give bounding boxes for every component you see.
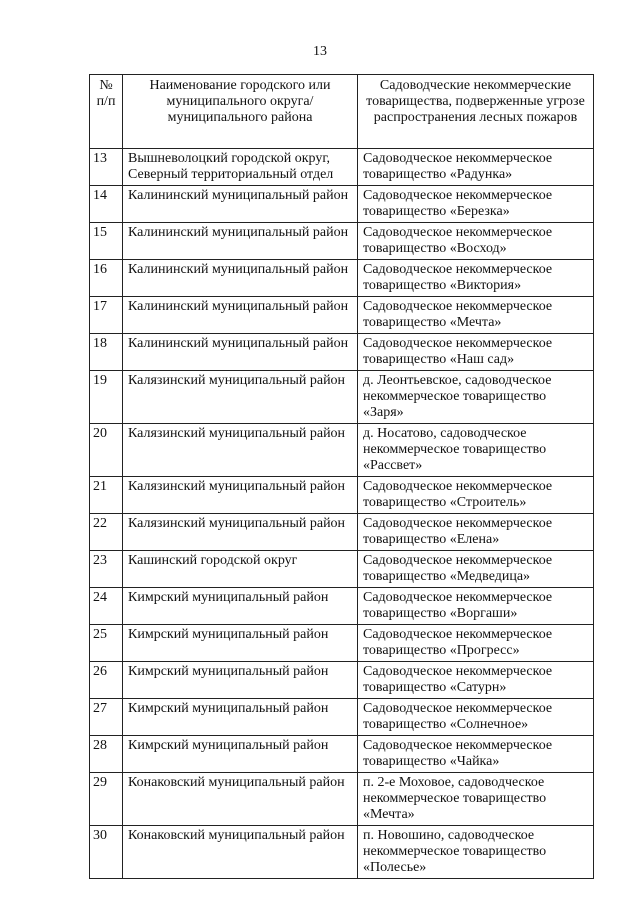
table-row bbox=[90, 297, 594, 334]
row-district: Кимрский муниципальный район bbox=[123, 699, 358, 736]
row-partnership: Садоводческое некоммерческое товарищество «Сатурн» bbox=[358, 662, 594, 699]
row-number: 19 bbox=[90, 371, 123, 424]
table-row bbox=[90, 588, 594, 625]
header-partnership: Садоводческие некоммерческие товарищества, подверженные угрозе распространения лесных пожаров bbox=[358, 75, 594, 149]
row-number: 26 bbox=[90, 662, 123, 699]
table-row bbox=[90, 514, 594, 551]
page-number: 13 bbox=[313, 44, 327, 59]
table-row bbox=[90, 424, 594, 477]
row-number: 25 bbox=[90, 625, 123, 662]
row-partnership: Садоводческое некоммерческое товарищество «Чайка» bbox=[358, 736, 594, 773]
row-number: 22 bbox=[90, 514, 123, 551]
row-district: Калязинский муниципальный район bbox=[123, 477, 358, 514]
row-partnership: Садоводческое некоммерческое товарищество «Радунка» bbox=[358, 149, 594, 186]
row-partnership: Садоводческое некоммерческое товарищество «Березка» bbox=[358, 186, 594, 223]
row-partnership: Садоводческое некоммерческое товарищество «Елена» bbox=[358, 514, 594, 551]
row-number: 28 bbox=[90, 736, 123, 773]
row-number: 21 bbox=[90, 477, 123, 514]
row-district: Кимрский муниципальный район bbox=[123, 588, 358, 625]
row-number: 13 bbox=[90, 149, 123, 186]
row-partnership: п. 2-е Моховое, садоводческое некоммерческое товарищество «Мечта» bbox=[358, 773, 594, 826]
row-district: Кимрский муниципальный район bbox=[123, 662, 358, 699]
row-district: Калязинский муниципальный район bbox=[123, 371, 358, 424]
row-number: 16 bbox=[90, 260, 123, 297]
row-district: Калининский муниципальный район bbox=[123, 334, 358, 371]
table-row bbox=[90, 223, 594, 260]
table-row bbox=[90, 662, 594, 699]
row-partnership: Садоводческое некоммерческое товарищество «Виктория» bbox=[358, 260, 594, 297]
row-partnership: д. Леонтьевское, садоводческое некоммерческое товарищество «Заря» bbox=[358, 371, 594, 424]
table-row bbox=[90, 773, 594, 826]
row-district: Конаковский муниципальный район bbox=[123, 826, 358, 879]
row-number: 27 bbox=[90, 699, 123, 736]
row-district: Калининский муниципальный район bbox=[123, 186, 358, 223]
row-district: Вышневолоцкий городской округ, Северный территориальный отдел bbox=[123, 149, 358, 186]
row-partnership: Садоводческое некоммерческое товарищество «Солнечное» bbox=[358, 699, 594, 736]
table-row bbox=[90, 699, 594, 736]
row-partnership: п. Новошино, садоводческое некоммерческое товарищество «Полесье» bbox=[358, 826, 594, 879]
table-row bbox=[90, 334, 594, 371]
row-partnership: Садоводческое некоммерческое товарищество «Восход» bbox=[358, 223, 594, 260]
row-partnership: д. Носатово, садоводческое некоммерческое товарищество «Рассвет» bbox=[358, 424, 594, 477]
table-row bbox=[90, 736, 594, 773]
row-partnership: Садоводческое некоммерческое товарищество «Мечта» bbox=[358, 297, 594, 334]
row-district: Калининский муниципальный район bbox=[123, 223, 358, 260]
table-row bbox=[90, 477, 594, 514]
row-district: Кимрский муниципальный район bbox=[123, 625, 358, 662]
table-row bbox=[90, 625, 594, 662]
row-partnership: Садоводческое некоммерческое товарищество «Воргаши» bbox=[358, 588, 594, 625]
table-header-row bbox=[90, 75, 594, 149]
row-partnership: Садоводческое некоммерческое товарищество «Медведица» bbox=[358, 551, 594, 588]
table-row bbox=[90, 826, 594, 879]
row-number: 29 bbox=[90, 773, 123, 826]
row-partnership: Садоводческое некоммерческое товарищество «Строитель» bbox=[358, 477, 594, 514]
row-number: 23 bbox=[90, 551, 123, 588]
row-district: Калязинский муниципальный район bbox=[123, 424, 358, 477]
row-number: 14 bbox=[90, 186, 123, 223]
table-row bbox=[90, 186, 594, 223]
row-district: Калязинский муниципальный район bbox=[123, 514, 358, 551]
row-number: 17 bbox=[90, 297, 123, 334]
table-row bbox=[90, 551, 594, 588]
row-number: 30 bbox=[90, 826, 123, 879]
districts-table bbox=[89, 74, 594, 879]
table-row bbox=[90, 371, 594, 424]
table-row bbox=[90, 260, 594, 297]
row-partnership: Садоводческое некоммерческое товарищество «Наш сад» bbox=[358, 334, 594, 371]
row-district: Калининский муниципальный район bbox=[123, 260, 358, 297]
header-district: Наименование городского или муниципального округа/муниципального района bbox=[123, 75, 358, 149]
row-number: 20 bbox=[90, 424, 123, 477]
row-number: 15 bbox=[90, 223, 123, 260]
row-number: 18 bbox=[90, 334, 123, 371]
row-district: Кашинский городской округ bbox=[123, 551, 358, 588]
header-number: № п/п bbox=[90, 75, 123, 149]
row-district: Кимрский муниципальный район bbox=[123, 736, 358, 773]
row-district: Калининский муниципальный район bbox=[123, 297, 358, 334]
table-row bbox=[90, 149, 594, 186]
row-number: 24 bbox=[90, 588, 123, 625]
row-partnership: Садоводческое некоммерческое товарищество «Прогресс» bbox=[358, 625, 594, 662]
row-district: Конаковский муниципальный район bbox=[123, 773, 358, 826]
